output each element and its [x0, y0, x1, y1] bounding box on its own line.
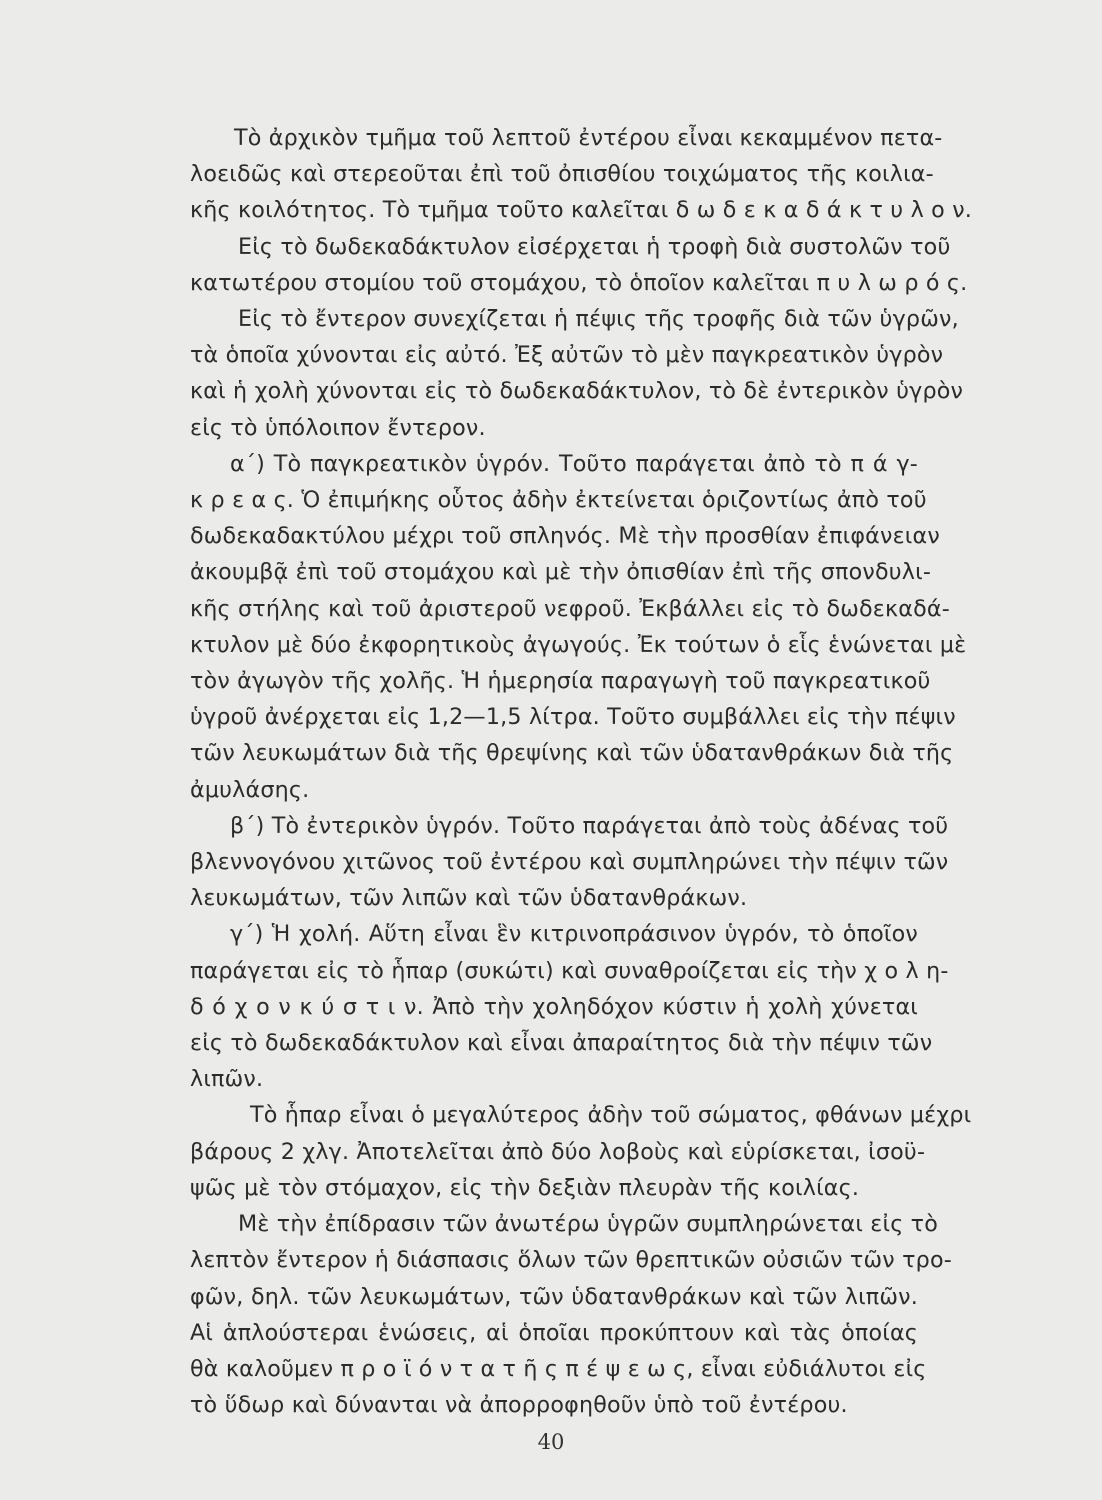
text-line: κῆς κοιλότητος. Τὸ τμῆμα τοῦτο καλεῖται δ ω δ ε κ α δ ά κ τ υ λ ο ν.	[190, 197, 973, 224]
text-line: θὰ καλοῦμεν π ρ ο ϊ ό ν τ α τ ῆ ς π έ ψ ε ω ς, εἶναι εὐδιάλυτοι εἰς	[190, 1355, 927, 1382]
text-line: Εἰς τὸ ἔντερον συνεχίζεται ἡ πέψις τῆς τροφῆς διὰ τῶν ὑγρῶν,	[238, 306, 959, 333]
text-line: καὶ ἡ χολὴ χύνονται εἰς τὸ δωδεκαδάκτυλον, τὸ δὲ ἐντερικὸν ὑγρὸν	[190, 378, 964, 405]
text-line: δωδεκαδακτύλου μέχρι τοῦ σπληνός. Μὲ τὴν προσθίαν ἐπιφάνειαν	[190, 523, 940, 550]
text-line: ἀμυλάσης.	[190, 776, 310, 803]
text-line: βάρους 2 χλγ. Ἀποτελεῖται ἀπὸ δύο λοβοὺς καὶ εὑρίσκεται, ἰσοϋ-	[190, 1138, 926, 1165]
text-line: κῆς στήλης καὶ τοῦ ἀριστεροῦ νεφροῦ. Ἐκβάλλει εἰς τὸ δωδεκαδά-	[190, 595, 950, 622]
text-line: κ ρ ε α ς. Ὁ ἐπιμήκης οὗτος ἀδὴν ἐκτείνεται ὁριζοντίως ἀπὸ τοῦ	[190, 487, 927, 514]
text-line: λεπτὸν ἔντερον ἡ διάσπασις ὅλων τῶν θρεπτικῶν οὐσιῶν τῶν τρο-	[190, 1247, 952, 1274]
text-line: παράγεται εἰς τὸ ἧπαρ (συκώτι) καὶ συναθροίζεται εἰς τὴν χ ο λ η-	[190, 957, 949, 984]
text-line: ὑγροῦ ἀνέρχεται εἰς 1,2—1,5 λίτρα. Τοῦτο συμβάλλει εἰς τὴν πέψιν	[190, 704, 956, 731]
text-line: λιπῶν.	[190, 1066, 264, 1093]
text-line: Τὸ ἧπαρ εἶναι ὁ μεγαλύτερος ἀδὴν τοῦ σώματος, φθάνων μέχρι	[250, 1102, 972, 1129]
text-line: τὸν ἀγωγὸν τῆς χολῆς. Ἡ ἡμερησία παραγωγὴ τοῦ παγκρεατικοῦ	[190, 668, 931, 695]
text-line: ψῶς μὲ τὸν στόμαχον, εἰς τὴν δεξιὰν πλευρὰν τῆς κοιλίας.	[190, 1174, 860, 1201]
text-line: α΄) Τὸ παγκρεατικὸν ὑγρόν. Τοῦτο παράγεται ἀπὸ τὸ π ά γ-	[230, 450, 918, 477]
text-line: Τὸ ἀρχικὸν τμῆμα τοῦ λεπτοῦ ἐντέρου εἶναι κεκαμμένον πετα-	[234, 125, 943, 151]
text-line: βλεννογόνου χιτῶνος τοῦ ἐντέρου καὶ συμπληρώνει τὴν πέψιν τῶν	[190, 849, 949, 876]
text-line: εἰς τὸ ὑπόλοιπον ἔντερον.	[190, 414, 486, 441]
text-line: ἀκουμβᾷ ἐπὶ τοῦ στομάχου καὶ μὲ τὴν ὀπισθίαν ἐπὶ τῆς σπονδυλι-	[190, 559, 932, 586]
text-line: κτυλον μὲ δύο ἐκφορητικοὺς ἀγωγούς. Ἐκ τούτων ὁ εἷς ἑνώνεται μὲ	[190, 631, 967, 658]
text-line: τὰ ὁποῖα χύνονται εἰς αὐτό. Ἐξ αὐτῶν τὸ μὲν παγκρεατικὸν ὑγρὸν	[190, 342, 944, 369]
text-line: κατωτέρου στομίου τοῦ στομάχου, τὸ ὁποῖον καλεῖται π υ λ ω ρ ό ς.	[190, 269, 968, 296]
text-line: φῶν, δηλ. τῶν λευκωμάτων, τῶν ὑδατανθράκων καὶ τῶν λιπῶν.	[190, 1283, 918, 1310]
page-number: 40	[537, 1430, 565, 1454]
text-line: Εἰς τὸ δωδεκαδάκτυλον εἰσέρχεται ἡ τροφὴ διὰ συστολῶν τοῦ	[238, 233, 951, 260]
text-line: τὸ ὕδωρ καὶ δύνανται νὰ ἀπορροφηθοῦν ὑπὸ τοῦ ἐντέρου.	[190, 1392, 848, 1419]
text-line: τῶν λευκωμάτων διὰ τῆς θρεψίνης καὶ τῶν ὑδατανθράκων διὰ τῆς	[190, 740, 954, 767]
text-line: Αἱ ἁπλούστεραι ἑνώσεις, αἱ ὁποῖαι προκύπτουν καὶ τὰς ὁποίας	[190, 1319, 918, 1346]
text-line: εἰς τὸ δωδεκαδάκτυλον καὶ εἶναι ἀπαραίτητος διὰ τὴν πέψιν τῶν	[190, 1030, 933, 1057]
text-line: δ ό χ ο ν κ ύ σ τ ι ν. Ἀπὸ τὴν χοληδόχον κύστιν ἡ χολὴ χύνεται	[190, 993, 918, 1020]
text-line: γ΄) Ἡ χολή. Αὕτη εἶναι ἓν κιτρινοπράσινον ὑγρόν, τὸ ὁποῖον	[230, 921, 918, 948]
body-text	[190, 120, 973, 1423]
text-line: λοειδῶς καὶ στερεοῦται ἐπὶ τοῦ ὀπισθίου τοιχώματος τῆς κοιλια-	[190, 161, 934, 188]
text-line: Μὲ τὴν ἐπίδρασιν τῶν ἀνωτέρω ὑγρῶν συμπληρώνεται εἰς τὸ	[238, 1211, 939, 1238]
text-line: λευκωμάτων, τῶν λιπῶν καὶ τῶν ὑδατανθράκων.	[190, 885, 748, 912]
text-line: β΄) Τὸ ἐντερικὸν ὑγρόν. Τοῦτο παράγεται ἀπὸ τοὺς ἀδένας τοῦ	[230, 812, 949, 839]
